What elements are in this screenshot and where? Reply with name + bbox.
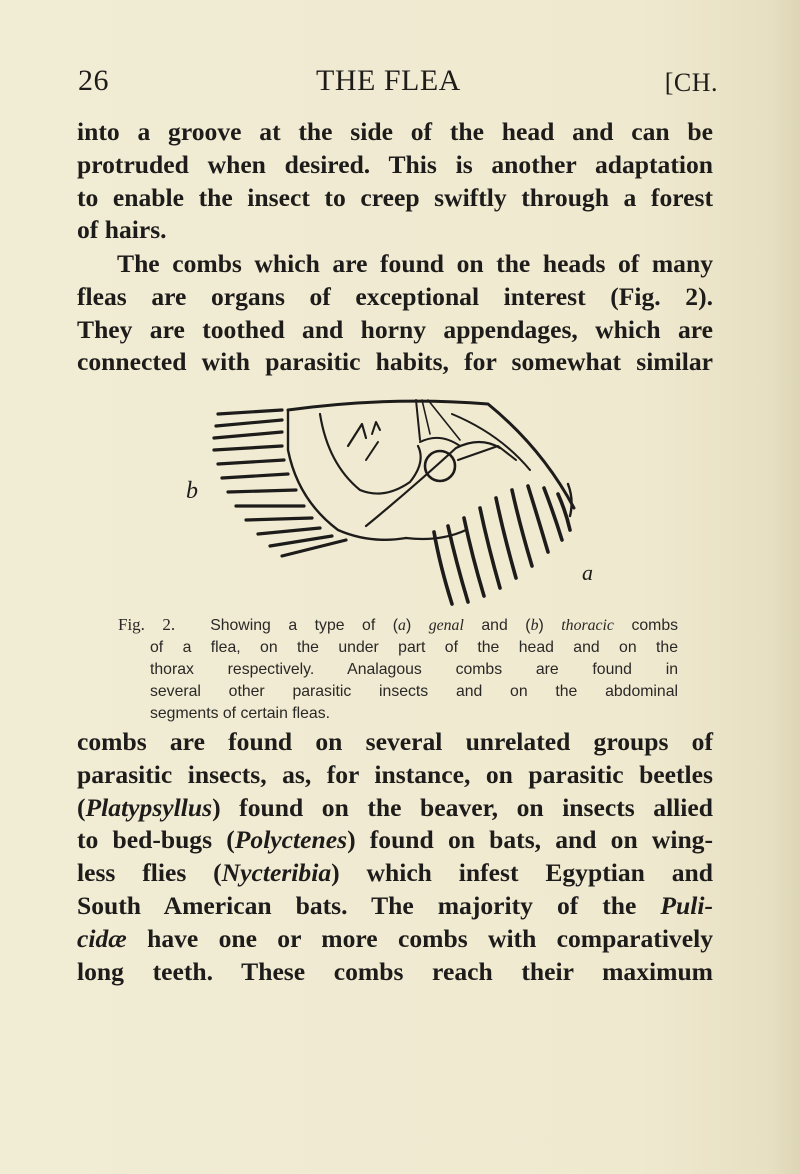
family-name: cidæ (77, 923, 127, 953)
figure-label-b: b (186, 478, 198, 504)
chapter-mark: [CH. (664, 68, 718, 97)
text-line (77, 923, 713, 956)
caption-text: ) (405, 617, 429, 634)
caption-text: genal (428, 617, 464, 634)
paragraph-3 (77, 726, 713, 988)
text-line: connected with parasitic habits, for somewhat similar (77, 347, 713, 377)
text-line: combs are found on several unrelated groups of (77, 727, 713, 756)
thoracic-comb (214, 410, 346, 556)
text-line: parasitic insects, as, for instance, on parasitic beetles (77, 759, 713, 789)
eye-brow (420, 438, 460, 446)
paragraph-1 (77, 116, 713, 247)
eye (425, 451, 455, 481)
text-line (77, 824, 713, 857)
text-line: into a groove at the side of the head and can be (77, 117, 713, 146)
genus-name: Platypsyllus (85, 792, 213, 822)
family-name: Puli- (660, 890, 713, 920)
head-suture (422, 400, 430, 434)
figure-caption (118, 614, 678, 725)
page-number: 26 (78, 64, 109, 97)
text-line: They are toothed and horny appendages, which are (77, 314, 713, 344)
genus-name: Nycteribia (221, 858, 332, 888)
caption-text: b (530, 617, 539, 634)
running-title: THE FLEA (316, 64, 461, 97)
caption-text: and ( (463, 617, 531, 634)
text-line: protruded when desired. This is another adaptation (77, 149, 713, 179)
text-run: ( (77, 792, 86, 822)
head-suture (416, 400, 420, 440)
text-run: ) found on bats, and on wing- (347, 825, 714, 855)
text-line: fleas are organs of exceptional interest (Fig. 2). (77, 281, 713, 311)
text-line (77, 857, 713, 890)
figure-number: Fig. 2. (118, 615, 176, 634)
genal-comb (434, 486, 570, 604)
text-line: The combs which are found on the heads of many (117, 249, 713, 278)
head-outline (288, 410, 406, 540)
caption-text: ) (538, 617, 562, 634)
paragraph-2 (77, 248, 713, 379)
text-run: ) found on the beaver, on insects allied (212, 792, 713, 822)
text-run: to bed-bugs ( (77, 825, 235, 855)
text-line: to enable the insect to creep swiftly through a forest (77, 182, 713, 212)
antenna-mark (348, 424, 366, 446)
antenna-mark (372, 422, 380, 434)
text-run: have one or more combs with comparatively (126, 923, 713, 953)
caption-line: thorax respectively. Analagous combs are found in (150, 661, 678, 678)
text-run: less flies ( (77, 858, 222, 888)
text-run: ) which infest Egyptian and (331, 858, 713, 888)
caption-text: combs (613, 617, 679, 634)
caption-line (118, 614, 678, 637)
caption-text: a (398, 617, 406, 634)
antenna-mark (366, 442, 378, 460)
text-run: South American bats. The majority of the (77, 890, 661, 920)
text-line (77, 890, 713, 923)
caption-line: several other parasitic insects and on the abdominal (150, 683, 678, 700)
caption-line: of a flea, on the under part of the head and on the (150, 639, 678, 656)
genus-name: Polyctenes (234, 825, 348, 855)
flea-head-drawing (170, 390, 610, 608)
caption-text: Showing a type of ( (210, 617, 399, 634)
caption-line: segments of certain fleas. (150, 705, 330, 722)
text-line: long teeth. These combs reach their maximum (77, 956, 713, 986)
text-line (77, 792, 713, 825)
text-line: of hairs. (77, 215, 167, 245)
caption-text: thoracic (561, 617, 614, 634)
figure-label-a: a (582, 560, 593, 585)
head-suture (452, 414, 530, 470)
running-head (78, 64, 718, 104)
head-suture (428, 400, 460, 440)
flea-head-comb-illustration (170, 390, 610, 608)
